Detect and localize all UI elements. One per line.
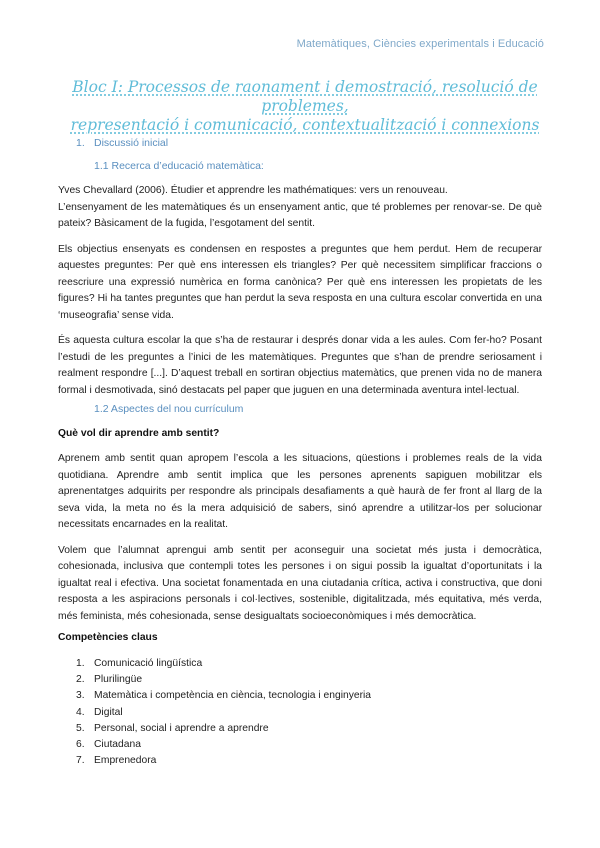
list-item: 4. Digital <box>76 706 123 718</box>
paragraph-5: Volem que l’alumnat aprengui amb sentit per aconseguir una societat més justa i democràtica, cohesionada, inclusiva que contempli totes les persones i on sigui possib la igualtat d’oportunitats i la igualtat real i efectiva. Una societat fonamentada en una ciutadania crítica, activa i constructiva, que doni resposta a les aspiracions personals i col·lectives, sostenible, digitalitzada, més equitativa, més verda, més feminista, més cohesionada, sense desigualtats socioeconòmiques i més democràtica. <box>58 544 542 622</box>
question-heading: Què vol dir aprendre amb sentit? <box>58 428 220 439</box>
body-text-block-1 <box>58 183 542 399</box>
list-item: 5. Personal, social i aprendre a aprendre <box>76 722 269 734</box>
title-line-1: Bloc I: Processos de raonament i demostració, resolució de problemes, <box>72 78 538 115</box>
section-label: Discussió inicial <box>94 137 169 149</box>
list-item: 3. Matemàtica i competència en ciència, tecnologia i enginyeria <box>76 690 372 702</box>
list-item: 7. Emprenedora <box>76 755 157 767</box>
page-header-subject: Matemàtiques, Ciències experimentals i Educació <box>296 38 544 50</box>
paragraph-1: L’ensenyament de les matemàtiques és un ensenyament antic, que té problemes per renovar-se. De què pateix? Bàsicament de la fugida, l’esgotament del sentit. <box>58 201 542 229</box>
citation-paragraph: Yves Chevallard (2006). Étudier et apprendre les mathématiques: vers un renouveau. <box>58 185 448 196</box>
paragraph-2: Els objectius ensenyats es condensen en respostes a preguntes que hem perdut. Hem de recuperar aquestes preguntes: Per què ens interessen els triangles? Per què necessitem simplificar fraccions o reescriure una expressió numèrica en forma canònica? Per què ens interessen les propietats de les figures? Hi ha tantes preguntes que han perdut la seva resposta en una cultura escolar convertida en una ‘museografia’ sense vida. <box>58 243 542 321</box>
section-heading-1 <box>76 137 168 149</box>
paragraph-4: Aprenem amb sentit quan apropem l’escola a les situacions, qüestions i problemes reals de la vida quotidiana. Aprendre amb sentit implica que les persones aprenents sapiguen mobilitzar els aprenentatges adquirits per respondre als principals desafiaments a què haurà de fer front al llarg de la seva vida, la meta no és la mera adquisició de sabers, sinó aprendre a utilitzar-los per solucionar necessitats encarnades en la realitat. <box>58 453 542 530</box>
subsection-heading-1-1: 1.1 Recerca d’educació matemàtica: <box>94 160 264 172</box>
list-item: 6. Ciutadana <box>76 738 141 750</box>
paragraph-3: És aquesta cultura escolar la que s’ha de restaurar i després donar vida a les aules. Com fer-ho? Posant l’estudi de les preguntes a l’inici de les matemàtiques. Preguntes que s’han de prendre seriosament i realment respondre [...]. D’aquest treball en sortiran objectius matemàtics, que prenen vida no de manera formal i desmotivada, sinó destacats pel paper que juguen en una determinada aventura intel·lectual. <box>58 335 542 396</box>
list-item: 2. Plurilingüe <box>76 674 143 686</box>
section-number: 1. <box>76 137 85 149</box>
list-item: 1. Comunicació lingüística <box>76 658 203 669</box>
competencies-list <box>76 656 371 769</box>
document-title <box>60 78 550 135</box>
competencies-heading: Competències claus <box>58 632 158 643</box>
title-line-2: representació i comunicació, contextualització i connexions <box>70 116 540 134</box>
subsection-heading-1-2: 1.2 Aspectes del nou currículum <box>94 403 244 415</box>
body-text-block-2 <box>58 451 542 625</box>
